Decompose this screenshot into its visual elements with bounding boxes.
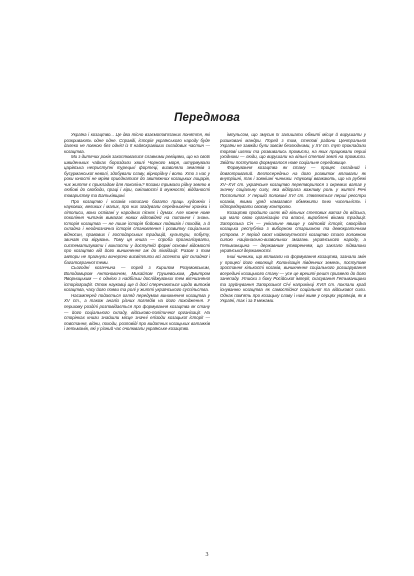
- paragraph: Формування козацтва як стану — процес складний і довготривалий. Безпосередньо на його розвиток впливали як внутрішні, так і зовнішні чинники. Науковці вважають, що на рубежі ХV–ХVІ ст. українське козацтво перетворилося з окремих ватаг у значну соціальну силу, яка відіграла важливу роль у житті Речі Посполитої. У першій половині ХVІ ст. з'являються перші реєстри козаків, якими уряд намагався обмежити їхню чисельність і підпорядкувати своєму контролю.: [220, 165, 366, 210]
- paragraph: Сьогодні козаччина — поряд з Кирилом Розумовським, Володимиром Антоновичем, Михайлом Грушевським, Дмитром Яворницьким — є однією з найбільш досліджуваних тем вітчизняної історіографії. Отож науковці ще й досі сперечаються щодо витоків козацтва, часу його появи та ролі у житті українського суспільства.: [64, 265, 210, 293]
- paragraph: Ми з дитячих років захоплювалися славними ревіцями, що на своїх швиденьких чайках бороздили хвилі Чорного моря, штурмували царівська неприступні турецькі фортеці, визволяли земляків з бусурманської неволі, здобували славу, вірнорідну і волю. Хто з нас у роки юності не мріяв приєднатися до звитяжних козацьких лицарів, чиє життя є прикладом для поколінь? Козаки тримали рідну землю в любові до свободи, праці і віри, сміливості й мужності, відданості товариству та Батьківщині.: [64, 154, 210, 199]
- left-column: [64, 132, 210, 548]
- paragraph: Насамперед подається огляд передумов виникнення козацтва у ХV ст., а також аналіз різних поглядів на його походження. У першому розділі розповідається про формування козацтва як стану — його соціального складу, військово-політичної організації. На сторінках книги знайшли місце значні епізоди козацької історії — повстання, війни, походи, розповіді про видатних козацьких ватажків і гетьманів, які у різний час очолювали українське козацтво.: [64, 292, 210, 332]
- paragraph: Про козацтво і козаків написано багато праць художніх і наукових, великих і малих, про них згадували середньовічні хроніки і літописи, вони оспівані у народних піснях і думах. Але кожне нове покоління читачів вимагає нових відповідей на питання і знань. Історія козацтва — не лише історія бойових подвигів і походів, а й складна і неоднозначна історія становлення і розвитку соціальних відносин, правових і господарських традицій, культури, побуту, звичаїв та вірувань. Тому ця книга — спроба проаналізувати, систематизувати і викласти у доступній формі основні відомості про козацтво від його виникнення аж до ліквідації. Разом з тим автори не прагнули вичерпно висвітлити всі аспекти цієї складної і багатогранної теми.: [64, 198, 210, 265]
- page-number: 3: [205, 552, 209, 558]
- right-column: [220, 132, 366, 548]
- paragraph: Козацтво пройшло шлях від вільних степових ватаг до війська, що мало свою організацію та власні, вироблені віками традиції. Запорозька Січ — унікальне явище у світовій історії, своєрідна козацька республіка з виборною старшиною та демократичним устроєм. У період своєї наймогутності козацтво стало головною силою національно-визвольних змагань українського народу, а Гетьманщина — державним утворенням, що заклало підвалини української державності.: [220, 209, 366, 254]
- paragraph: імпульсом, що змусив їх залишати обжиті місця й вирушати у ризиковані мандри. Поряд з тим, степові райони Центральної України не завжди були зовсім безлюдними, у ХV ст. тут прокладали торгові шляхи та розвивались промисли, на яких працювали перші уходники — люди, що вирушали на вільні степові землі на промисли. Звідти поступово формувалося нове соціальне середовище.: [220, 132, 366, 165]
- paragraph: Україна і козацтво... Це два тісно взаємопов'язаних поняття, які розкривають одне одне. Справді, історія українського народу буде далеко не повною без однієї із її найяскравіших складових частин — козацтва.: [64, 132, 210, 154]
- paragraph: Інші чинники, що впливали на формування козацтва, зазнали змін у процесі його еволюції. Колонізація південних земель, поступове зростання кількості козаків, виникнення соціального розшарування всередині козацького стану — усе це врешті-решт призвело до його занепаду. Утиски з боку Російської імперії, скасування Гетьманщини та зруйнування Запорозької Січі наприкінці ХVІІІ ст. поклали край існуванню козацтва як самостійної соціальної та військової сили. Однак пам'ять про козацьку славу і нині живе у серцях українців, як в Україні, так і за її межами.: [220, 254, 366, 304]
- page-title: Передмова: [174, 112, 240, 124]
